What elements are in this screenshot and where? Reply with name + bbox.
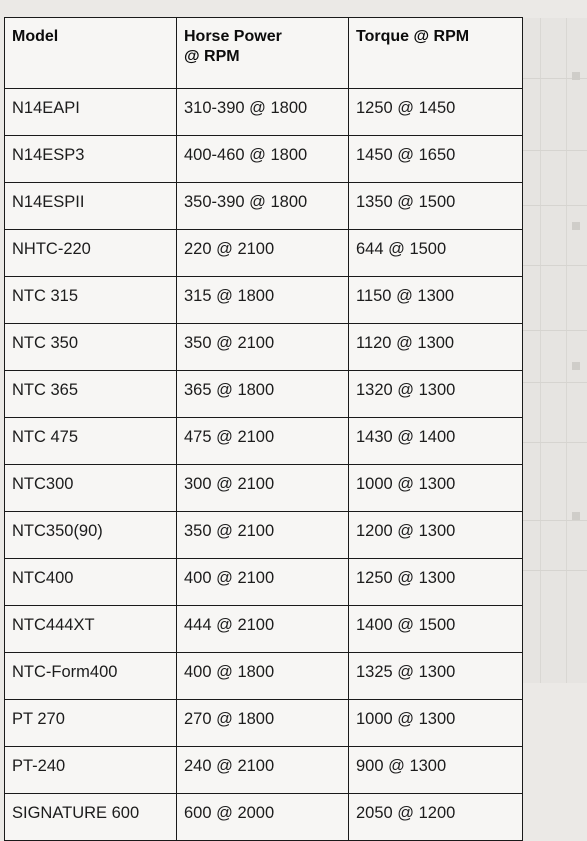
cell-model: N14EAPI xyxy=(5,89,177,136)
cell-horse-power: 270 @ 1800 xyxy=(177,700,349,747)
bleed-rule xyxy=(522,205,587,206)
cell-model: NTC 365 xyxy=(5,371,177,418)
cell-model: PT-240 xyxy=(5,747,177,794)
cell-horse-power: 475 @ 2100 xyxy=(177,418,349,465)
cell-torque: 2050 @ 1200 xyxy=(349,794,523,841)
header-horse-power-line1: Horse Power xyxy=(184,28,282,45)
table-row xyxy=(5,700,523,747)
cell-torque: 644 @ 1500 xyxy=(349,230,523,277)
cell-horse-power: 350-390 @ 1800 xyxy=(177,183,349,230)
cell-model: NTC400 xyxy=(5,559,177,606)
cell-model: NTC-Form400 xyxy=(5,653,177,700)
cell-torque: 1120 @ 1300 xyxy=(349,324,523,371)
table-row xyxy=(5,89,523,136)
cell-model: NHTC-220 xyxy=(5,230,177,277)
cell-model: NTC 315 xyxy=(5,277,177,324)
bleed-rule xyxy=(566,18,567,683)
cell-torque: 900 @ 1300 xyxy=(349,747,523,794)
header-horse-power xyxy=(177,18,349,89)
table-row xyxy=(5,512,523,559)
table-row xyxy=(5,747,523,794)
table-row xyxy=(5,230,523,277)
cell-torque: 1000 @ 1300 xyxy=(349,700,523,747)
cell-model: NTC444XT xyxy=(5,606,177,653)
bleed-rule xyxy=(522,150,587,151)
cell-model: N14ESP3 xyxy=(5,136,177,183)
table-row xyxy=(5,794,523,841)
table-row xyxy=(5,559,523,606)
cell-model: N14ESPII xyxy=(5,183,177,230)
cell-model: SIGNATURE 600 xyxy=(5,794,177,841)
header-torque xyxy=(349,18,523,89)
cell-model: NTC300 xyxy=(5,465,177,512)
header-model-line1: Model xyxy=(12,28,59,45)
cell-horse-power: 350 @ 2100 xyxy=(177,512,349,559)
table-row xyxy=(5,418,523,465)
cell-torque: 1250 @ 1300 xyxy=(349,559,523,606)
bleed-mark xyxy=(572,362,580,370)
table-row xyxy=(5,606,523,653)
bleed-rule xyxy=(540,18,541,683)
cell-torque: 1000 @ 1300 xyxy=(349,465,523,512)
header-horse-power-line2: @ RPM xyxy=(184,48,240,65)
facing-page-bleed xyxy=(522,18,587,683)
cell-torque: 1430 @ 1400 xyxy=(349,418,523,465)
cell-torque: 1250 @ 1450 xyxy=(349,89,523,136)
cell-torque: 1325 @ 1300 xyxy=(349,653,523,700)
cell-model: PT 270 xyxy=(5,700,177,747)
table-row xyxy=(5,324,523,371)
cell-torque: 1150 @ 1300 xyxy=(349,277,523,324)
header-model xyxy=(5,18,177,89)
bleed-rule xyxy=(522,442,587,443)
cell-horse-power: 400 @ 2100 xyxy=(177,559,349,606)
cell-horse-power: 310-390 @ 1800 xyxy=(177,89,349,136)
cell-torque: 1200 @ 1300 xyxy=(349,512,523,559)
bleed-rule xyxy=(522,265,587,266)
cell-horse-power: 400-460 @ 1800 xyxy=(177,136,349,183)
bleed-rule xyxy=(522,330,587,331)
table-row xyxy=(5,371,523,418)
header-torque-line1: Torque @ RPM xyxy=(356,28,470,45)
cell-horse-power: 240 @ 2100 xyxy=(177,747,349,794)
cell-torque: 1350 @ 1500 xyxy=(349,183,523,230)
cell-horse-power: 365 @ 1800 xyxy=(177,371,349,418)
cell-model: NTC 475 xyxy=(5,418,177,465)
table-row xyxy=(5,465,523,512)
table-row xyxy=(5,653,523,700)
cell-horse-power: 220 @ 2100 xyxy=(177,230,349,277)
table-header-row xyxy=(5,18,523,89)
bleed-mark xyxy=(572,512,580,520)
cell-horse-power: 315 @ 1800 xyxy=(177,277,349,324)
cell-torque: 1450 @ 1650 xyxy=(349,136,523,183)
cell-torque: 1320 @ 1300 xyxy=(349,371,523,418)
bleed-mark xyxy=(572,72,580,80)
cell-model: NTC 350 xyxy=(5,324,177,371)
table-row xyxy=(5,136,523,183)
cell-horse-power: 300 @ 2100 xyxy=(177,465,349,512)
bleed-rule xyxy=(522,382,587,383)
cell-horse-power: 600 @ 2000 xyxy=(177,794,349,841)
cell-torque: 1400 @ 1500 xyxy=(349,606,523,653)
cell-horse-power: 400 @ 1800 xyxy=(177,653,349,700)
bleed-rule xyxy=(522,520,587,521)
table-row xyxy=(5,183,523,230)
bleed-mark xyxy=(572,222,580,230)
bleed-rule xyxy=(522,570,587,571)
cell-horse-power: 350 @ 2100 xyxy=(177,324,349,371)
engine-specs-table xyxy=(4,17,523,841)
cell-horse-power: 444 @ 2100 xyxy=(177,606,349,653)
cell-model: NTC350(90) xyxy=(5,512,177,559)
table-row xyxy=(5,277,523,324)
